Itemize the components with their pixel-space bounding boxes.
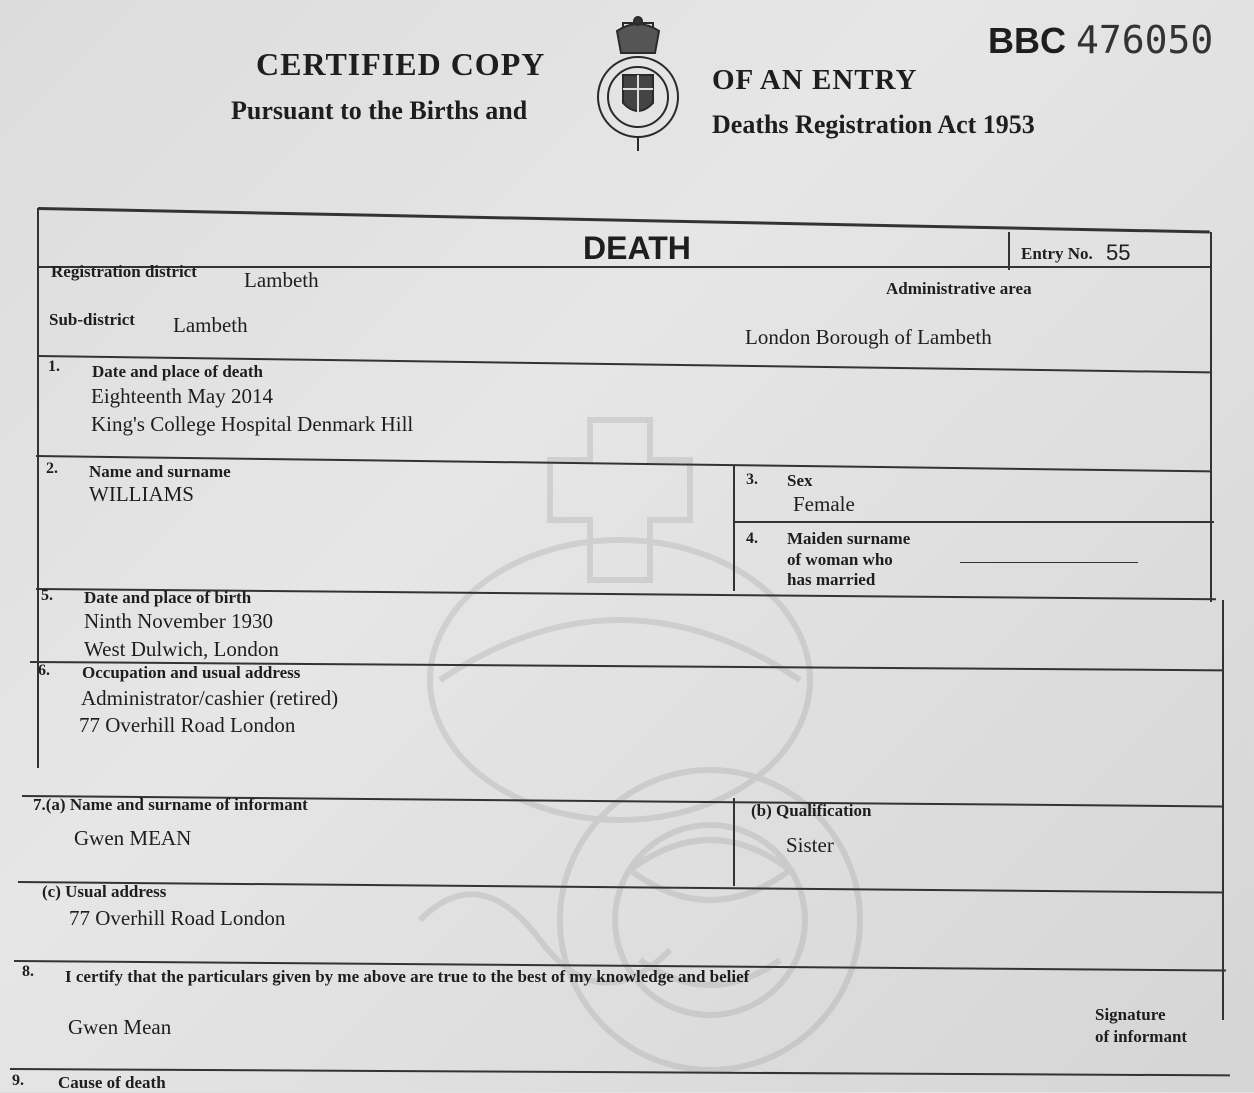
field-5-label: Date and place of birth	[84, 588, 252, 607]
entry-divider	[1008, 232, 1010, 270]
header-pursuant: Pursuant to the Births and	[231, 96, 528, 125]
field-9-label: Cause of death	[58, 1073, 166, 1092]
header-certified-copy: CERTIFIED COPY	[256, 46, 546, 82]
header-act: Deaths Registration Act 1953	[712, 110, 1035, 139]
sub-district-label: Sub-district	[49, 310, 135, 329]
field-7-divider	[733, 798, 735, 886]
form-left-border	[37, 208, 39, 768]
field-1-label: Date and place of death	[92, 362, 263, 381]
field-3-number: 3.	[746, 471, 758, 488]
date-of-death: Eighteenth May 2014	[91, 384, 273, 408]
title-bottom-line	[38, 266, 1210, 268]
field-8-number: 8.	[22, 963, 34, 980]
field-2-divider	[733, 466, 735, 591]
informant-address-value: 77 Overhill Road London	[69, 906, 286, 930]
field-7a-label: 7.(a) Name and surname of informant	[33, 795, 308, 814]
informant-signature-value: Gwen Mean	[68, 1015, 172, 1039]
sex-value: Female	[793, 492, 855, 516]
qualification-value: Sister	[786, 833, 834, 857]
serial-number: 476050	[1076, 18, 1214, 62]
field-7c-label: (c) Usual address	[42, 882, 167, 901]
field-4-label-1: Maiden surname	[787, 529, 911, 548]
field-6-number: 6.	[38, 662, 50, 679]
field-1-number: 1.	[48, 358, 60, 375]
field-4-number: 4.	[746, 530, 758, 547]
field-6-label: Occupation and usual address	[82, 663, 301, 682]
date-of-birth: Ninth November 1930	[84, 609, 273, 633]
administrative-area-value: London Borough of Lambeth	[745, 325, 992, 349]
field-9-number: 9.	[12, 1072, 24, 1089]
field-8-label: I certify that the particulars given by me above are true to the best of my knowledge and belief	[65, 967, 750, 986]
registration-district-label: Registration district	[51, 262, 197, 281]
surname-value: WILLIAMS	[89, 482, 194, 506]
field-5-number: 5.	[41, 587, 53, 604]
form-right-border	[1210, 232, 1212, 602]
row-line-3	[734, 521, 1214, 523]
form-title: DEATH	[583, 230, 691, 266]
maiden-surname-blank	[960, 562, 1138, 563]
serial-prefix: BBC	[988, 20, 1066, 61]
place-of-death: King's College Hospital Denmark Hill	[91, 412, 414, 436]
signature-label-1: Signature	[1095, 1005, 1166, 1024]
field-2-number: 2.	[46, 460, 58, 477]
field-4-label-2: of woman who	[787, 550, 893, 569]
entry-label: Entry No.	[1021, 244, 1093, 263]
registration-district-value: Lambeth	[244, 268, 319, 292]
field-4-label-3: has married	[787, 570, 876, 589]
header-of-an-entry: OF AN ENTRY	[712, 64, 918, 96]
field-2-label: Name and surname	[89, 462, 231, 481]
sub-district-value: Lambeth	[173, 313, 248, 337]
occupation-value: Administrator/cashier (retired)	[81, 686, 339, 710]
field-3-label: Sex	[787, 471, 813, 490]
signature-label-2: of informant	[1095, 1027, 1188, 1046]
administrative-area-label: Administrative area	[886, 279, 1032, 298]
royal-coat-of-arms	[593, 15, 683, 155]
usual-address-value: 77 Overhill Road London	[79, 713, 296, 737]
field-7b-label: (b) Qualification	[751, 801, 872, 820]
form-right-border-lower	[1222, 600, 1224, 1020]
entry-number: 55	[1106, 240, 1131, 265]
informant-name-value: Gwen MEAN	[74, 826, 192, 850]
place-of-birth: West Dulwich, London	[84, 637, 279, 661]
